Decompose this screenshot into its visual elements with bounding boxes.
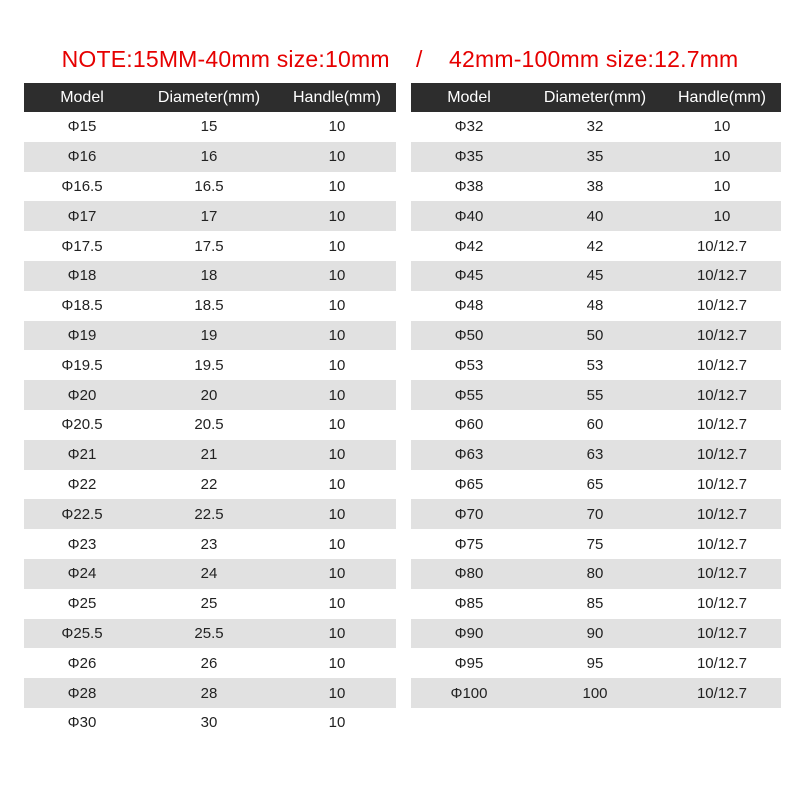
- cell-handle: 10/12.7: [663, 261, 781, 291]
- cell-handle: 10: [278, 380, 396, 410]
- table-row: [411, 291, 781, 321]
- spec-table-right: [411, 83, 781, 708]
- table-row: [411, 261, 781, 291]
- cell-diameter: 45: [527, 261, 663, 291]
- cell-model: Φ25: [67, 595, 97, 613]
- table-row: [24, 470, 396, 500]
- cell-model: Φ25.5: [24, 619, 140, 649]
- table-row: [24, 201, 396, 231]
- cell-diameter: 19: [140, 321, 278, 351]
- cell-model: Φ20.5: [61, 416, 103, 434]
- cell-diameter: 23: [200, 535, 218, 553]
- cell-diameter: 75: [586, 535, 604, 553]
- cell-handle: 10: [328, 297, 346, 315]
- cell-model: Φ19.5: [61, 356, 103, 374]
- cell-diameter: 95: [586, 654, 604, 672]
- cell-diameter: 21: [140, 440, 278, 470]
- cell-handle: 10: [328, 654, 346, 672]
- cell-diameter: 30: [200, 714, 218, 732]
- cell-model: Φ20: [24, 380, 140, 410]
- table-row: [411, 172, 781, 202]
- cell-model: Φ21: [24, 440, 140, 470]
- cell-handle: 10: [278, 499, 396, 529]
- cell-diameter: 35: [527, 142, 663, 172]
- cell-model: Φ63: [411, 440, 527, 470]
- cell-diameter: 90: [527, 619, 663, 649]
- cell-diameter: 55: [527, 380, 663, 410]
- cell-handle: 10/12.7: [663, 380, 781, 410]
- cell-handle: 10: [328, 177, 346, 195]
- table-row: [24, 440, 396, 470]
- cell-handle: 10: [328, 416, 346, 434]
- table-row: [24, 648, 396, 678]
- cell-model: Φ28: [24, 678, 140, 708]
- cell-handle: 10/12.7: [696, 416, 748, 434]
- cell-handle: 10: [328, 595, 346, 613]
- cell-diameter: 100: [527, 678, 663, 708]
- cell-model: Φ60: [454, 416, 484, 434]
- column-header-diameter: Diameter(mm): [140, 83, 278, 112]
- cell-diameter: 24: [140, 559, 278, 589]
- cell-handle: 10/12.7: [696, 475, 748, 493]
- table-row: [411, 559, 781, 589]
- cell-diameter: 18.5: [194, 297, 224, 315]
- cell-handle: 10/12.7: [663, 559, 781, 589]
- cell-diameter: 80: [527, 559, 663, 589]
- table-row: [24, 112, 396, 142]
- cell-handle: 10/12.7: [663, 321, 781, 351]
- table-row: [411, 678, 781, 708]
- table-row: [24, 619, 396, 649]
- cell-handle: 10: [278, 678, 396, 708]
- table-row: [411, 499, 781, 529]
- cell-handle: 10: [278, 142, 396, 172]
- cell-diameter: 28: [140, 678, 278, 708]
- cell-model: Φ23: [67, 535, 97, 553]
- column-header-model: Model: [411, 83, 527, 112]
- cell-diameter: 19.5: [194, 356, 224, 374]
- cell-model: Φ17: [24, 201, 140, 231]
- cell-model: Φ24: [24, 559, 140, 589]
- table-row: [411, 112, 781, 142]
- cell-model: Φ22.5: [24, 499, 140, 529]
- cell-handle: 10: [663, 201, 781, 231]
- table-row: [411, 470, 781, 500]
- cell-diameter: 16: [140, 142, 278, 172]
- cell-model: Φ55: [411, 380, 527, 410]
- cell-diameter: 17: [140, 201, 278, 231]
- cell-handle: 10: [328, 475, 346, 493]
- cell-handle: 10: [278, 261, 396, 291]
- table-row: [24, 142, 396, 172]
- cell-diameter: 70: [527, 499, 663, 529]
- cell-model: Φ50: [411, 321, 527, 351]
- cell-handle: 10: [278, 321, 396, 351]
- cell-diameter: 22.5: [140, 499, 278, 529]
- cell-diameter: 25: [200, 595, 218, 613]
- table-row: [411, 619, 781, 649]
- table-row: [24, 529, 396, 559]
- cell-diameter: 18: [140, 261, 278, 291]
- cell-diameter: 26: [200, 654, 218, 672]
- table-row: [411, 529, 781, 559]
- table-row: [24, 410, 396, 440]
- cell-model: Φ15: [67, 118, 97, 136]
- cell-handle: 10: [328, 356, 346, 374]
- table-row: [411, 231, 781, 261]
- cell-model: Φ26: [67, 654, 97, 672]
- cell-model: Φ38: [454, 177, 484, 195]
- table-row: [24, 172, 396, 202]
- table-row: [411, 589, 781, 619]
- cell-handle: 10/12.7: [663, 678, 781, 708]
- cell-diameter: 16.5: [194, 177, 224, 195]
- cell-diameter: 20: [140, 380, 278, 410]
- table-row: [24, 261, 396, 291]
- table-header-row: [411, 83, 781, 112]
- cell-model: Φ53: [454, 356, 484, 374]
- cell-model: Φ18.5: [61, 297, 103, 315]
- cell-handle: 10: [278, 201, 396, 231]
- cell-handle: 10/12.7: [696, 535, 748, 553]
- spec-table-right-body: [411, 112, 781, 708]
- cell-model: Φ16: [24, 142, 140, 172]
- cell-handle: 10: [663, 142, 781, 172]
- cell-model: Φ70: [411, 499, 527, 529]
- cell-diameter: 85: [586, 595, 604, 613]
- cell-model: Φ19: [24, 321, 140, 351]
- cell-model: Φ80: [411, 559, 527, 589]
- cell-handle: 10/12.7: [663, 440, 781, 470]
- cell-handle: 10/12.7: [663, 499, 781, 529]
- table-row: [411, 648, 781, 678]
- cell-model: Φ17.5: [61, 237, 103, 255]
- cell-diameter: 25.5: [140, 619, 278, 649]
- cell-model: Φ85: [454, 595, 484, 613]
- cell-model: Φ16.5: [61, 177, 103, 195]
- table-header-row: [24, 83, 396, 112]
- cell-diameter: 42: [586, 237, 604, 255]
- cell-handle: 10/12.7: [696, 654, 748, 672]
- cell-model: Φ100: [411, 678, 527, 708]
- cell-handle: 10/12.7: [696, 595, 748, 613]
- cell-model: Φ18: [24, 261, 140, 291]
- table-row: [411, 350, 781, 380]
- table-row: [24, 380, 396, 410]
- table-row: [24, 678, 396, 708]
- cell-diameter: 48: [586, 297, 604, 315]
- table-row: [411, 380, 781, 410]
- spec-table-left-body: [24, 112, 396, 738]
- cell-handle: 10: [713, 177, 731, 195]
- column-header-handle: Handle(mm): [663, 83, 781, 112]
- table-row: [24, 350, 396, 380]
- cell-handle: 10/12.7: [696, 356, 748, 374]
- cell-diameter: 17.5: [194, 237, 224, 255]
- column-header-model: Model: [24, 83, 140, 112]
- table-row: [411, 440, 781, 470]
- table-row: [411, 410, 781, 440]
- cell-model: Φ75: [454, 535, 484, 553]
- cell-handle: 10: [328, 714, 346, 732]
- cell-handle: 10/12.7: [663, 619, 781, 649]
- cell-diameter: 40: [527, 201, 663, 231]
- table-row: [24, 589, 396, 619]
- cell-handle: 10: [328, 535, 346, 553]
- table-row: [411, 142, 781, 172]
- cell-model: Φ95: [454, 654, 484, 672]
- cell-diameter: 50: [527, 321, 663, 351]
- table-row: [24, 559, 396, 589]
- cell-diameter: 22: [200, 475, 218, 493]
- cell-diameter: 15: [200, 118, 218, 136]
- size-note: NOTE:15MM-40mm size:10mm / 42mm-100mm size:12.7mm: [61, 46, 739, 72]
- table-row: [24, 291, 396, 321]
- cell-model: Φ22: [67, 475, 97, 493]
- cell-handle: 10/12.7: [696, 237, 748, 255]
- cell-model: Φ42: [454, 237, 484, 255]
- column-header-handle: Handle(mm): [278, 83, 396, 112]
- cell-handle: 10/12.7: [696, 297, 748, 315]
- cell-diameter: 60: [586, 416, 604, 434]
- cell-handle: 10: [278, 440, 396, 470]
- cell-model: Φ45: [411, 261, 527, 291]
- table-row: [411, 201, 781, 231]
- cell-model: Φ90: [411, 619, 527, 649]
- cell-diameter: 32: [586, 118, 604, 136]
- cell-handle: 10: [328, 118, 346, 136]
- spec-table-left: [24, 83, 396, 738]
- table-row: [411, 321, 781, 351]
- cell-model: Φ32: [454, 118, 484, 136]
- cell-model: Φ40: [411, 201, 527, 231]
- cell-handle: 10: [328, 237, 346, 255]
- cell-diameter: 38: [586, 177, 604, 195]
- table-row: [24, 708, 396, 738]
- cell-handle: 10: [278, 619, 396, 649]
- table-row: [24, 231, 396, 261]
- cell-handle: 10: [713, 118, 731, 136]
- cell-diameter: 20.5: [194, 416, 224, 434]
- table-row: [24, 321, 396, 351]
- cell-diameter: 53: [586, 356, 604, 374]
- cell-model: Φ30: [67, 714, 97, 732]
- cell-model: Φ65: [454, 475, 484, 493]
- cell-diameter: 65: [586, 475, 604, 493]
- column-header-diameter: Diameter(mm): [527, 83, 663, 112]
- table-row: [24, 499, 396, 529]
- cell-model: Φ35: [411, 142, 527, 172]
- cell-model: Φ48: [454, 297, 484, 315]
- cell-diameter: 63: [527, 440, 663, 470]
- cell-handle: 10: [278, 559, 396, 589]
